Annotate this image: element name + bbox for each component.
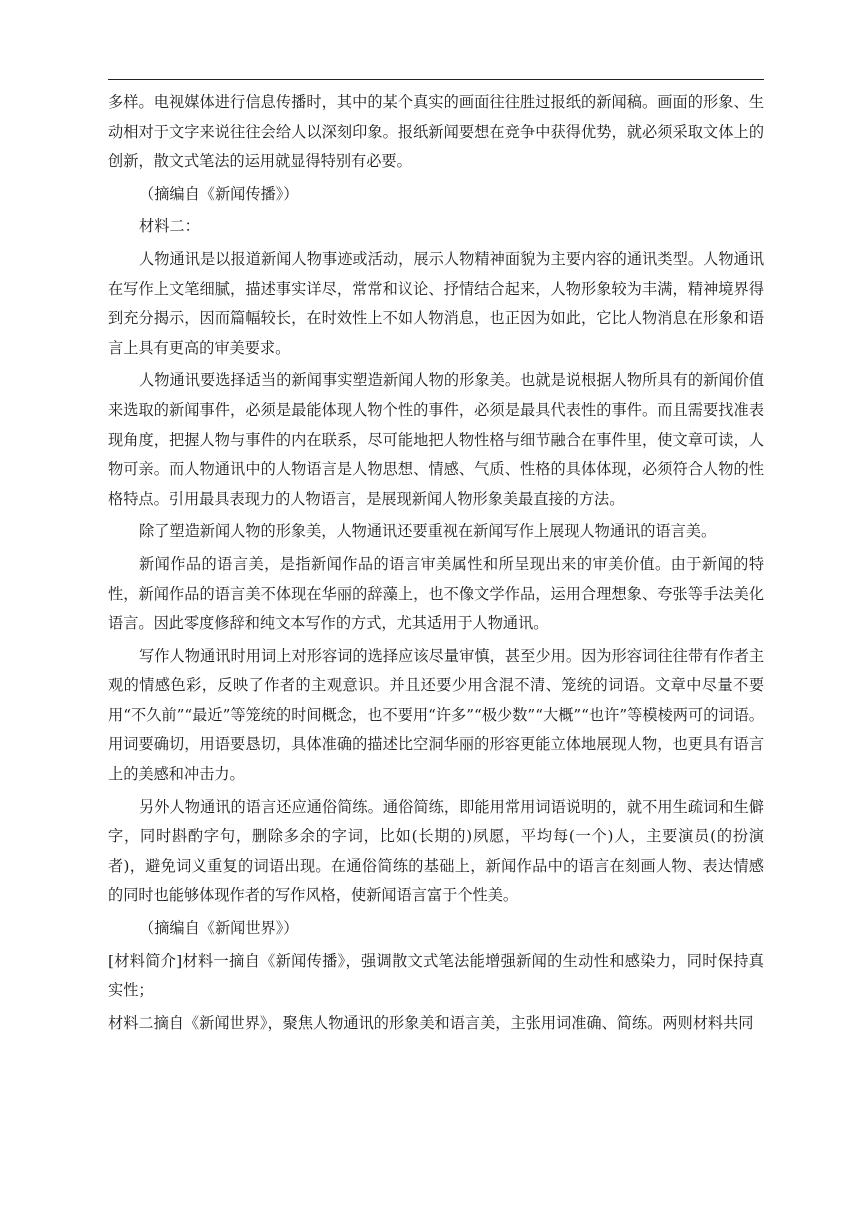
source-note-2: （摘编自《新闻世界》） bbox=[139, 919, 299, 938]
document-body bbox=[108, 88, 764, 1041]
paragraph-word-choice: 写作人物通讯时用词上对形容词的选择应该尽量审慎，甚至少用。因为形容词往往带有作者主观的情感色彩，反映了作者的主观意识。并且还要少用含混不清、笼统的词语。文章中尽量不要用“不久前”“最近”等笼统的时间概念，也不要用“许多”“极少数”“大概”“也许”等模棱两可的词语。用词要确切，用语要恳切，具体准确的描述比空洞华丽的形容更能立体地展现人物，也更具有语言上的美感和冲击力。 bbox=[108, 646, 764, 784]
paragraph-image-beauty: 人物通讯要选择适当的新闻事实塑造新闻人物的形象美。也就是说根据人物所具有的新闻价值来选取的新闻事件，必须是最能体现人物个性的事件，必须是最具代表性的事件。而且需要找准表现角度，把握人物与事件的内在联系，尽可能地把人物性格与细节融合在事件里，使文章可读，人物可亲。而人物通讯中的人物语言是人物思想、情感、气质、性格的具体体现，必须符合人物的性格特点。引用最具表现力的人物语言，是展现新闻人物形象美最直接的方法。 bbox=[108, 371, 764, 508]
paragraph-concise: 另外人物通讯的语言还应通俗简练。通俗简练，即能用常用词语说明的，就不用生疏词和生僻字，同时斟酌字句，删除多余的字词，比如(长期的)夙愿，平均每(一个)人，主要演员(的扮演者)，避免词义重复的词语出现。在通俗简练的基础上，新闻作品中的语言在刻画人物、表达情感的同时也能够体现作者的写作风格，使新闻语言富于个性美。 bbox=[108, 797, 764, 905]
section-heading-material-2: 材料二： bbox=[139, 217, 200, 236]
paragraph-language-beauty: 新闻作品的语言美，是指新闻作品的语言审美属性和所呈现出来的审美价值。由于新闻的特性，新闻作品的语言美不体现在华丽的辞藻上，也不像文学作品，运用合理想象、夸张等手法美化语言。因此零度修辞和纯文本写作的方式，尤其适用于人物通讯。 bbox=[108, 554, 764, 633]
paragraph-continuation: 多样。电视媒体进行信息传播时，其中的某个真实的画面往往胜过报纸的新闻稿。画面的形象、生动相对于文字来说往往会给人以深刻印象。报纸新闻要想在竞争中获得优势，就必须采取文体上的创新，散文式笔法的运用就显得特别有必要。 bbox=[108, 93, 764, 171]
paragraph-transition: 除了塑造新闻人物的形象美，人物通讯还要重视在新闻写作上展现人物通讯的语言美。 bbox=[139, 522, 717, 541]
material-summary-1: [材料简介]材料一摘自《新闻传播》，强调散文式笔法能增强新闻的生动性和感染力，同时保持真实性； bbox=[108, 951, 764, 1000]
source-note-1: （摘编自《新闻传播》） bbox=[139, 184, 299, 203]
material-summary-2: 材料二摘自《新闻世界》，聚焦人物通讯的形象美和语言美，主张用词准确、简练。两则材料共同 bbox=[108, 1013, 754, 1032]
header-rule bbox=[108, 79, 764, 80]
paragraph-intro: 人物通讯是以报道新闻人物事迹或活动，展示人物精神面貌为主要内容的通讯类型。人物通讯在写作上文笔细腻，描述事实详尽，常常和议论、抒情结合起来，人物形象较为丰满，精神境界得到充分揭示，因而篇幅较长，在时效性上不如人物消息，也正因为如此，它比人物消息在形象和语言上具有更高的审美要求。 bbox=[108, 249, 764, 357]
